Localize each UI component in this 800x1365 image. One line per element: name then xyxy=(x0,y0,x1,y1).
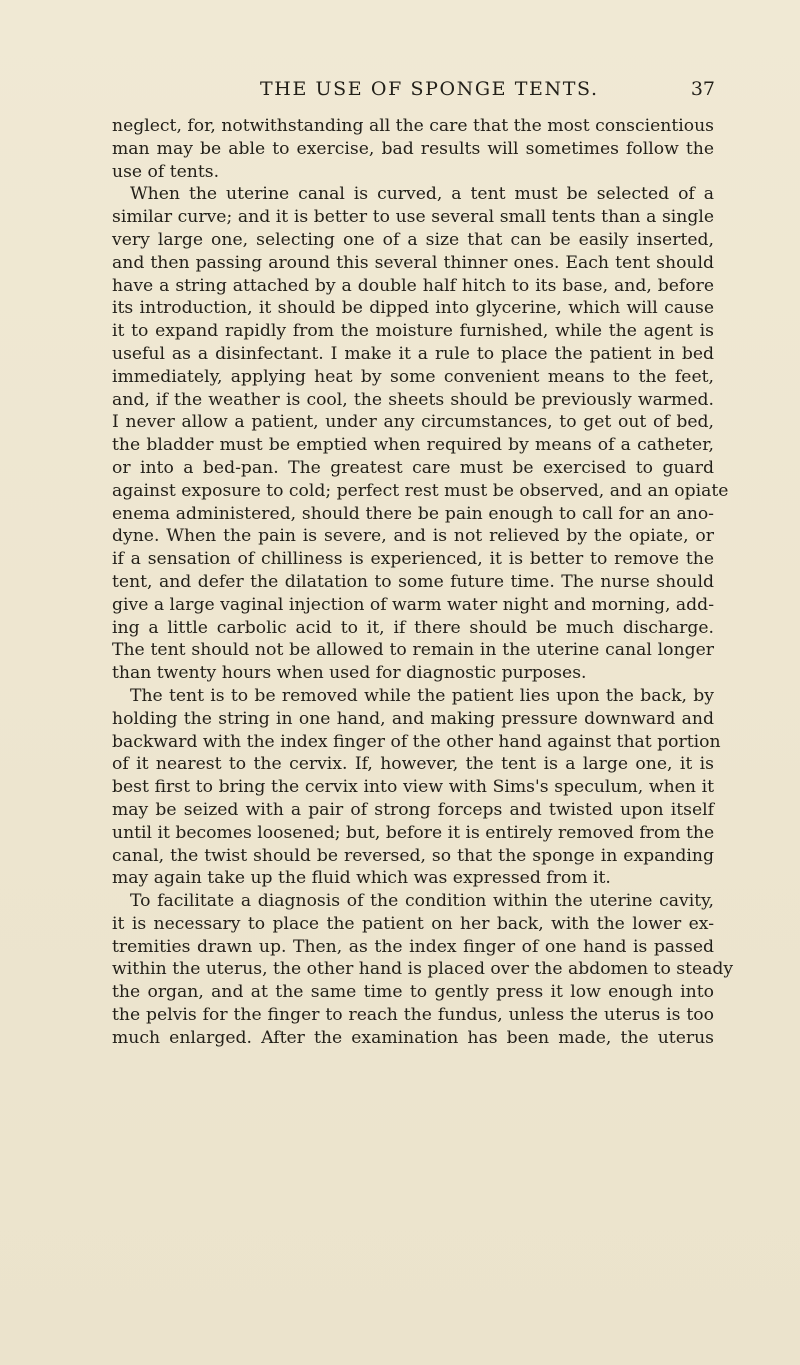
text-line: use of tents. xyxy=(112,161,220,182)
text-line: the bladder must be emptied when required by means of a catheter, xyxy=(112,435,714,456)
text-line: than twenty hours when used for diagnostic purposes. xyxy=(112,663,587,684)
body-text xyxy=(112,115,734,1050)
text-line: I never allow a patient, under any circumstances, to get out of bed, xyxy=(112,412,714,433)
text-line: may again take up the fluid which was expressed from it. xyxy=(112,868,611,889)
text-line: To facilitate a diagnosis of the condition within the uterine cavity, xyxy=(130,891,714,912)
text-line: dyne. When the pain is severe, and is not relieved by the opiate, or xyxy=(112,526,714,547)
text-line: backward with the index finger of the other hand against that portion xyxy=(112,731,721,752)
text-line: tremities drawn up. Then, as the index finger of one hand is passed xyxy=(112,936,714,957)
text-line: ing a little carbolic acid to it, if there should be much discharge. xyxy=(112,617,714,638)
page-number: 37 xyxy=(690,78,715,100)
text-line: enema administered, should there be pain enough to call for an ano- xyxy=(112,503,714,524)
running-head: THE USE OF SPONGE TENTS. xyxy=(260,78,599,100)
text-line: The tent is to be removed while the patient lies upon the back, by xyxy=(130,685,714,706)
text-line: of it nearest to the cervix. If, however, the tent is a large one, it is xyxy=(112,754,714,775)
text-line: it is necessary to place the patient on her back, with the lower ex- xyxy=(112,913,714,934)
text-line: the organ, and at the same time to gently press it low enough into xyxy=(112,982,714,1003)
text-line: and then passing around this several thinner ones. Each tent should xyxy=(112,252,714,273)
text-line: until it becomes loosened; but, before it is entirely removed from the xyxy=(112,822,715,843)
text-line: the pelvis for the finger to reach the fundus, unless the uterus is too xyxy=(112,1005,714,1026)
text-line: much enlarged. After the examination has been made, the uterus xyxy=(112,1027,714,1048)
text-line: canal, the twist should be reversed, so that the sponge in expanding xyxy=(112,845,714,866)
text-line: useful as a disinfectant. I make it a rule to place the patient in bed xyxy=(112,343,714,364)
text-line: tent, and defer the dilatation to some future time. The nurse should xyxy=(112,571,714,592)
text-line: its introduction, it should be dipped into glycerine, which will cause xyxy=(112,298,714,319)
text-line: similar curve; and it is better to use several small tents than a single xyxy=(112,207,714,228)
text-line: or into a bed-pan. The greatest care must be exercised to guard xyxy=(112,457,714,478)
text-line: very large one, selecting one of a size that can be easily inserted, xyxy=(112,229,714,250)
text-line: When the uterine canal is curved, a tent must be selected of a xyxy=(130,184,714,205)
text-line: give a large vaginal injection of warm water night and morning, add- xyxy=(112,594,714,615)
text-line: neglect, for, notwithstanding all the care that the most conscientious xyxy=(112,116,714,136)
text-line: within the uterus, the other hand is placed over the abdomen to steady xyxy=(112,959,734,980)
text-line: The tent should not be allowed to remain in the uterine canal longer xyxy=(112,640,714,661)
text-line: it to expand rapidly from the moisture furnished, while the agent is xyxy=(112,321,714,342)
text-line: if a sensation of chilliness is experienced, it is better to remove the xyxy=(112,549,714,570)
text-line: have a string attached by a double half hitch to its base, and, before xyxy=(112,275,714,296)
page-header xyxy=(110,78,715,108)
text-line: best first to bring the cervix into view with Sims's speculum, when it xyxy=(112,777,714,798)
text-line: immediately, applying heat by some convenient means to the feet, xyxy=(112,366,714,387)
text-line: and, if the weather is cool, the sheets should be previously warmed. xyxy=(112,389,714,410)
text-line: against exposure to cold; perfect rest must be observed, and an opiate xyxy=(112,480,729,501)
text-line: holding the string in one hand, and making pressure downward and xyxy=(112,708,714,729)
text-line: man may be able to exercise, bad results will sometimes follow the xyxy=(112,138,714,159)
text-line: may be seized with a pair of strong forceps and twisted upon itself xyxy=(112,799,714,820)
